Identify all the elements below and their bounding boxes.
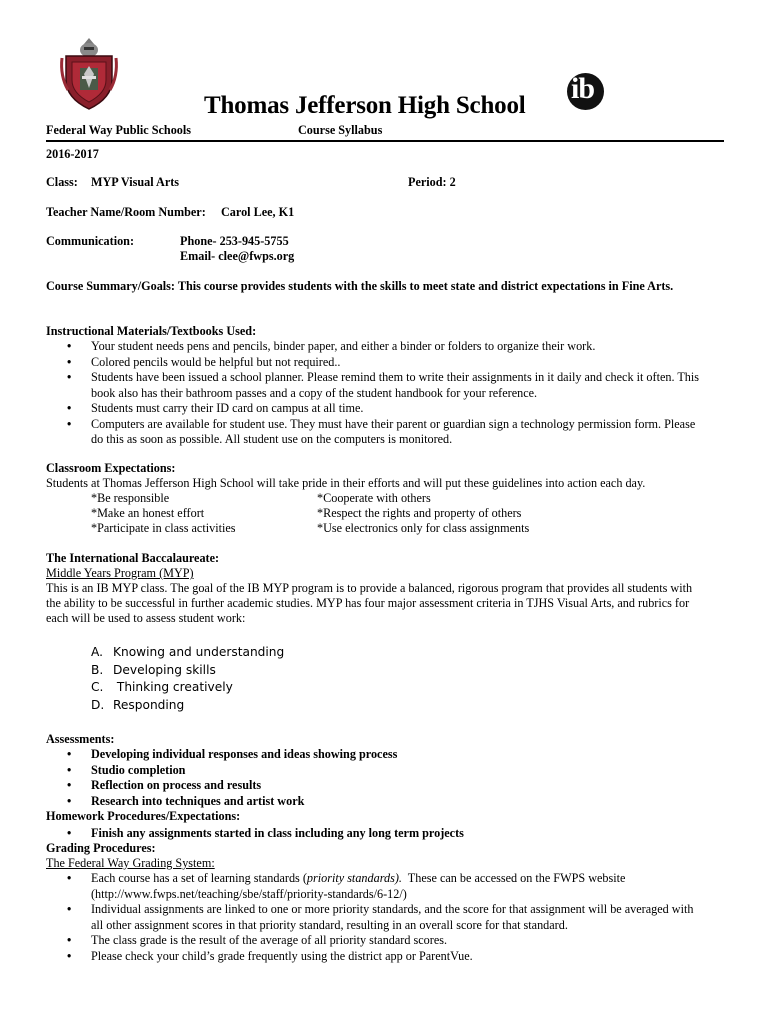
criterion-d: D. Responding: [91, 697, 185, 712]
teacher-label: Teacher Name/Room Number:: [46, 205, 206, 219]
fwps-link[interactable]: (http://www.fwps.net/teaching/sbe/staff/priority-standards/6-12/): [91, 886, 407, 901]
list-item: • Developing individual responses and ideas showing process: [46, 747, 746, 763]
assessments-list: [46, 747, 746, 809]
list-item: • Your student needs pens and pencils, binder paper, and either a binder or folders to organize their work.: [46, 339, 746, 355]
list-item: • Students have been issued a school planner. Please remind them to write their assignments in it daily and check it often. This: [46, 370, 746, 386]
assessments-heading: Assessments:: [46, 732, 115, 746]
expectation-right-2: *Use electronics only for class assignments: [317, 521, 530, 535]
list-item-continuation: do this as soon as possible. All student use on the computers is monitored.: [91, 432, 453, 446]
list-item: • Each course has a set of learning standards (priority standards). These can be accessed on the FWPS website: [46, 871, 746, 887]
district-name: Federal Way Public Schools: [46, 123, 192, 137]
email-address[interactable]: Email- clee@fwps.org: [180, 249, 295, 263]
ib-paragraph-line-1: This is an IB MYP class. The goal of the IB MYP program is to provide a balanced, rigorous program that provides all students with: [46, 581, 693, 595]
phone-number: Phone- 253-945-5755: [180, 234, 289, 248]
ib-paragraph-line-2: the ability to be successful in further academic studies. MYP has four major assessment criteria in TJHS Visual Arts, and rubrics for: [46, 596, 690, 610]
ib-logo-text: ib: [571, 72, 595, 105]
expectation-left-2: *Participate in class activities: [91, 521, 236, 535]
list-item: • The class grade is the result of the average of all priority standard scores.: [46, 933, 746, 949]
ib-paragraph-line-3: each will be used to assess student work:: [46, 611, 246, 625]
class-value: MYP Visual Arts: [91, 175, 180, 189]
ib-logo-icon: [567, 73, 604, 110]
summary-text: This course provides students with the skills to meet state and district expectations in Fine Arts.: [177, 279, 674, 293]
list-item: • Finish any assignments started in class including any long term projects: [46, 826, 746, 842]
list-item-continuation: book also has their bathroom passes and a copy of the student handbook for your reference.: [91, 385, 538, 400]
document-type: Course Syllabus: [298, 123, 383, 137]
header-rule: [46, 140, 724, 142]
list-item: • Computers are available for student use. They must have their parent or guardian sign a technology permission form. Please: [46, 417, 746, 433]
list-item: • Individual assignments are linked to one or more priority standards, and the score for that assignment will be averaged with: [46, 902, 746, 918]
criterion-c: C. Thinking creatively: [91, 680, 233, 694]
list-item: • Research into techniques and artist work: [46, 794, 746, 810]
materials-heading: Instructional Materials/Textbooks Used:: [46, 324, 257, 338]
expectations-intro: Students at Thomas Jefferson High School will take pride in their efforts and will put these guidelines into action each day.: [46, 476, 646, 490]
ib-heading: The International Baccalaureate:: [46, 551, 220, 565]
course-summary: [46, 279, 673, 295]
expectation-right-1: *Respect the rights and property of others: [317, 506, 522, 520]
summary-label: Course Summary/Goals:: [46, 279, 175, 293]
school-title: Thomas Jefferson High School: [204, 92, 526, 119]
period-value: Period: 2: [408, 175, 456, 189]
expectation-left-0: *Be responsible: [91, 491, 170, 505]
school-year: 2016-2017: [46, 147, 99, 161]
expectations-heading: Classroom Expectations:: [46, 461, 176, 475]
ib-subheading: Middle Years Program (MYP): [46, 566, 194, 580]
list-item-continuation: [46, 887, 746, 903]
list-item: • Colored pencils would be helpful but not required..: [46, 355, 746, 371]
school-crest-logo: [58, 36, 120, 112]
list-item: • Studio completion: [46, 763, 746, 779]
homework-heading: Homework Procedures/Expectations:: [46, 809, 241, 823]
materials-list: [46, 339, 746, 448]
list-item: • Please check your child’s grade frequently using the district app or ParentVue.: [46, 949, 746, 965]
list-item: • Reflection on process and results: [46, 778, 746, 794]
teacher-value: Carol Lee, K1: [221, 205, 295, 219]
grading-subheading: The Federal Way Grading System:: [46, 856, 215, 870]
homework-list: [46, 826, 746, 842]
criterion-b: B. Developing skills: [91, 662, 216, 677]
criterion-a: A. Knowing and understanding: [91, 645, 285, 659]
class-label: Class:: [46, 175, 78, 189]
grading-list: [46, 871, 746, 964]
expectation-right-0: *Cooperate with others: [317, 491, 431, 505]
communication-label: Communication:: [46, 234, 135, 248]
expectation-left-1: *Make an honest effort: [91, 506, 205, 520]
list-item-continuation: all other assignment scores in that priority standard, resulting in an overall score for that standard.: [91, 917, 568, 932]
criteria-list: [91, 644, 284, 714]
grading-heading: Grading Procedures:: [46, 841, 156, 855]
list-item: • Students must carry their ID card on campus at all time.: [46, 401, 746, 417]
